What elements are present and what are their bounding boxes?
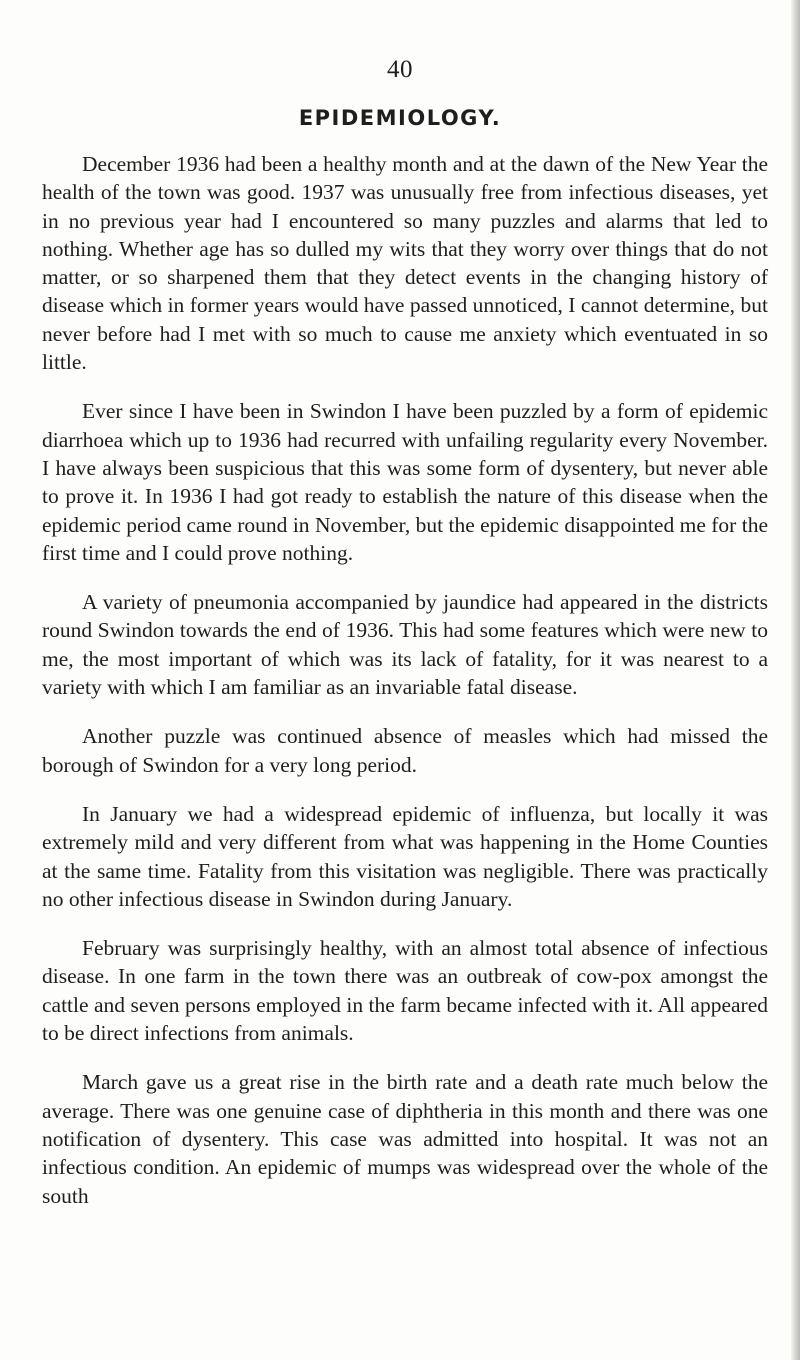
section-heading: EPIDEMIOLOGY. bbox=[298, 106, 502, 130]
paragraph-march: March gave us a great rise in the birth rate and a death rate much below the average. There was one genuine case of diphtheria in this month and there was one notification of dysentery. This case was admitted into hospital. It was not an infectious condition. An epidemic of mumps was widespread over the whole of the south bbox=[42, 1070, 768, 1208]
body-text bbox=[42, 150, 768, 1231]
paragraph-measles: Another puzzle was continued absence of measles which had missed the borough of Swindon for a very long period. bbox=[42, 724, 768, 777]
paragraph-february: February was surprisingly healthy, with an almost total absence of infectious disease. In one farm in the town there was an outbreak of cow-pox amongst the cattle and seven persons employed in the farm became infected with it. All appeared to be direct infections from animals. bbox=[42, 936, 768, 1046]
paragraph-january: In January we had a widespread epidemic of influenza, but locally it was extremely mild and very different from what was happening in the Home Counties at the same time. Fatality from this visitation was negligible. There was practically no other infectious disease in Swindon during January. bbox=[42, 801, 768, 911]
paragraph-pneumonia: A variety of pneumonia accompanied by jaundice had appeared in the districts round Swindon towards the end of 1936. This had some features which were new to me, the most important of which was its lack of fatality, for it was nearest to a variety with which I am familiar as an invariable fatal disease. bbox=[42, 590, 768, 700]
paragraph-diarrhoea: Ever since I have been in Swindon I have been puzzled by a form of epidemic diarrhoea which up to 1936 had recurred with unfailing regularity every November. I have always been suspicious that this was some form of dysentery, but never able to prove it. In 1936 I had got ready to establish the nature of this disease when the epidemic period came round in November, but the epidemic disappointed me for the first time and I could prove nothing. bbox=[42, 399, 768, 565]
page-number: 40 bbox=[387, 56, 413, 83]
paragraph-december: December 1936 had been a healthy month and at the dawn of the New Year the health of the town was good. 1937 was unusually free from infectious diseases, yet in no previous year had I encountered so many puzzles and alarms that led to nothing. Whether age has so dulled my wits that they worry over things that do not matter, or so sharpened them that they detect events in the changing history of disease which in former years would have passed unnoticed, I cannot determine, but never before had I met with so much to cause me anxiety which eventuated in so little. bbox=[42, 152, 768, 375]
page-edge-shadow bbox=[791, 0, 800, 1360]
